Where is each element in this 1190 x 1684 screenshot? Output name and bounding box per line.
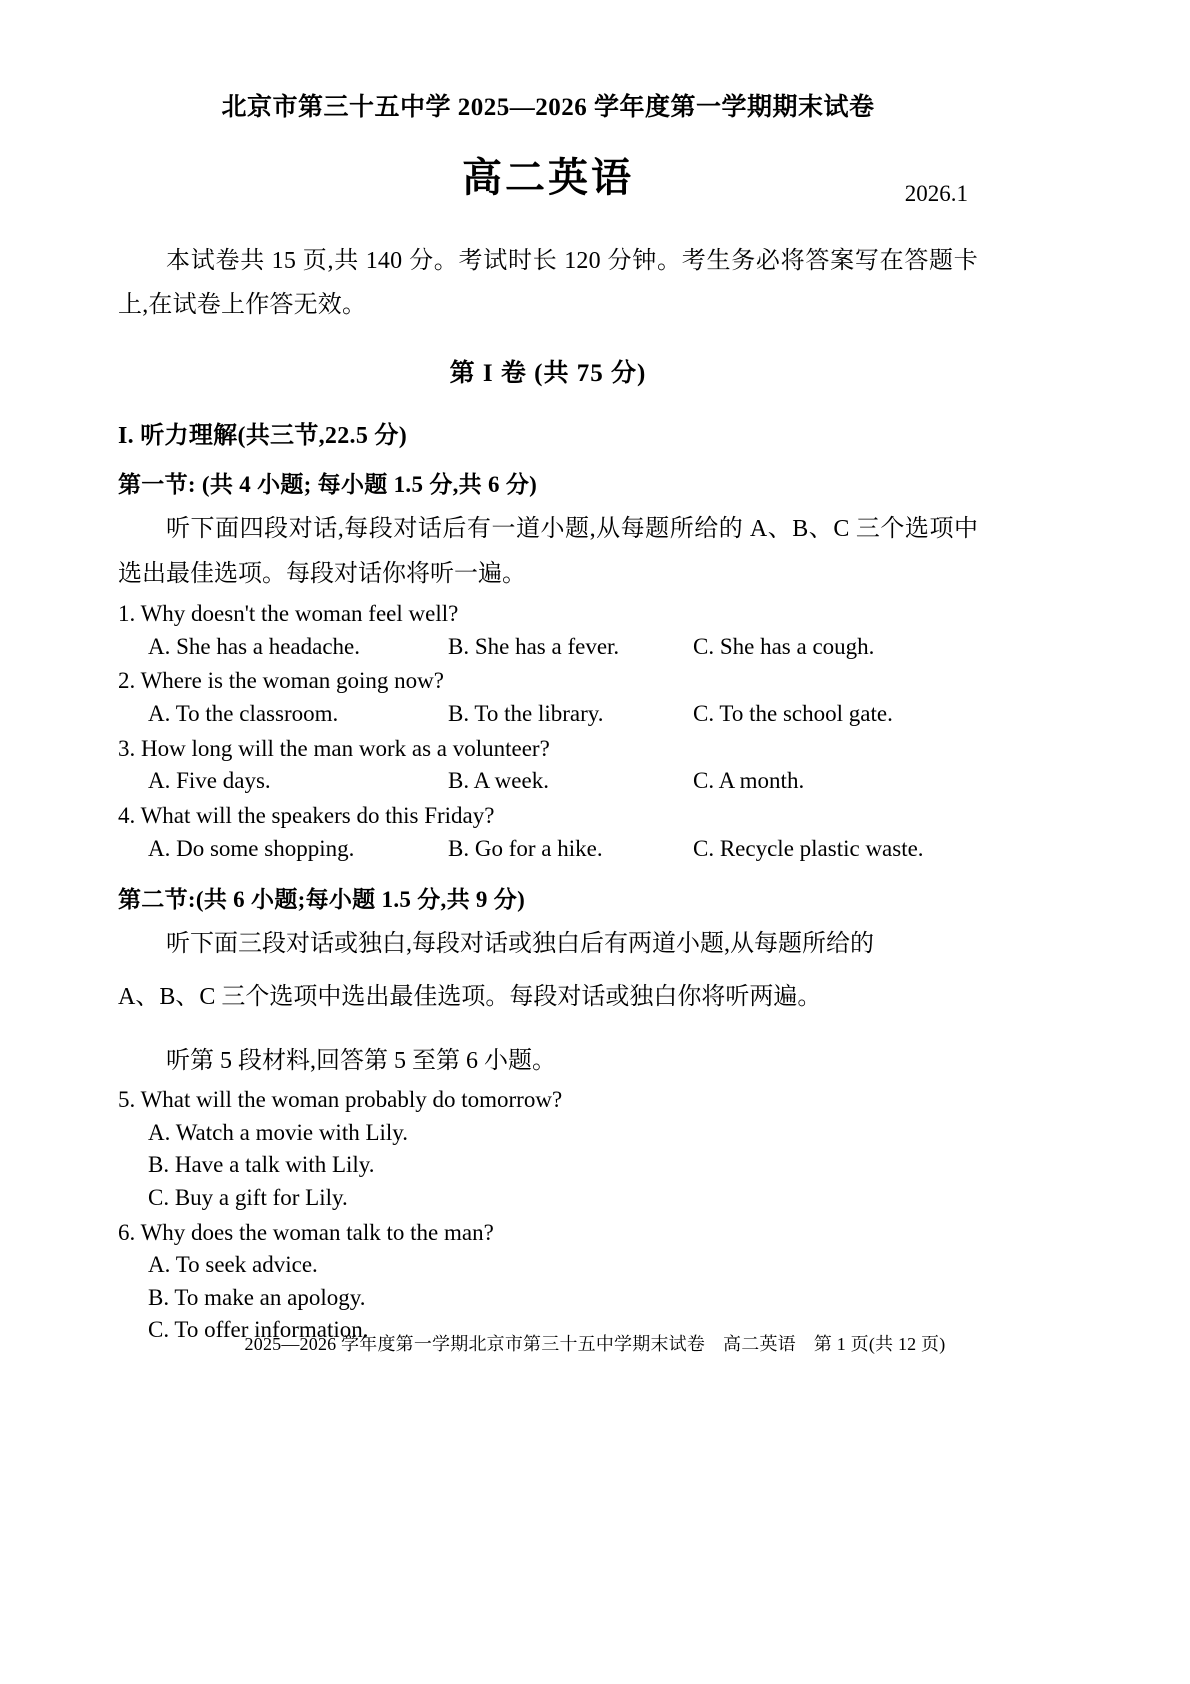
- question-1-option-c[interactable]: C. She has a cough.: [693, 633, 875, 659]
- question-3-option-c[interactable]: C. A month.: [693, 768, 805, 794]
- part-two-title: 第二节:(共 6 小题;每小题 1.5 分,共 9 分): [118, 887, 526, 913]
- question-1-option-a[interactable]: A. She has a headache.: [148, 633, 361, 659]
- question-5: [118, 1084, 978, 1215]
- question-1-stem: [118, 598, 978, 631]
- question-2-text: Where is the woman going now?: [140, 668, 444, 694]
- question-4-number: 4.: [118, 803, 136, 828]
- part-one-title: 第一节: (共 4 小题; 每小题 1.5 分,共 6 分): [118, 472, 538, 498]
- question-4: [118, 800, 978, 865]
- question-6-option-c[interactable]: C. To offer information.: [148, 1317, 369, 1343]
- footer-middle: 高二英语: [723, 1334, 796, 1354]
- question-5-option-a[interactable]: A. Watch a movie with Lily.: [148, 1119, 409, 1145]
- question-2-option-a[interactable]: A. To the classroom.: [148, 701, 339, 727]
- question-2: [118, 665, 978, 730]
- question-6-number: 6.: [118, 1219, 136, 1245]
- listening-section-title: I. 听力理解(共三节,22.5 分): [118, 423, 408, 450]
- question-6-option-a[interactable]: A. To seek advice.: [148, 1252, 318, 1278]
- question-1: [118, 598, 978, 663]
- footer-left: 2025—2026 学年度第一学期北京市第三十五中学期末试卷: [244, 1334, 706, 1354]
- question-5-options: [118, 1117, 978, 1215]
- question-3-text: How long will the man work as a volunteer?: [141, 735, 550, 761]
- question-5-stem: [118, 1084, 978, 1117]
- question-5-option-c[interactable]: C. Buy a gift for Lily.: [148, 1184, 348, 1210]
- material-note-5: 听第 5 段材料,回答第 5 至第 6 小题。: [166, 1048, 556, 1075]
- page-title: 北京市第三十五中学 2025—2026 学年度第一学期期末试卷: [221, 94, 875, 121]
- question-3-option-b[interactable]: B. A week.: [448, 768, 549, 794]
- question-4-text: What will the speakers do this Friday?: [140, 803, 495, 828]
- question-1-text: Why doesn't the woman feel well?: [140, 601, 459, 627]
- question-6-text: Why does the woman talk to the man?: [140, 1219, 494, 1245]
- subject-name: 高二英语: [462, 154, 634, 200]
- question-1-option-b[interactable]: B. She has a fever.: [448, 633, 620, 659]
- question-4-option-c[interactable]: C. Recycle plastic waste.: [693, 835, 924, 861]
- question-4-options: [118, 833, 978, 866]
- part-two-directions-line1: 听下面三段对话或独白,每段对话或独白后有两道小题,从每题所给的: [166, 931, 874, 958]
- volume-heading: 第 I 卷 (共 75 分): [449, 360, 647, 388]
- question-6-option-b[interactable]: B. To make an apology.: [148, 1284, 366, 1310]
- question-4-stem: [118, 800, 978, 833]
- question-2-number: 2.: [118, 668, 136, 694]
- page-footer: [0, 1330, 1190, 1356]
- question-3: [118, 733, 978, 798]
- question-6-stem: [118, 1217, 978, 1250]
- exam-date: 2026.1: [904, 180, 968, 206]
- question-3-options: [118, 765, 978, 798]
- question-6: [118, 1217, 978, 1348]
- question-3-option-a[interactable]: A. Five days.: [148, 768, 271, 794]
- exam-instructions: 本试卷共 15 页,共 140 分。考试时长 120 分钟。考生务必将答案写在答题卡上,在试卷上作答无效。: [118, 247, 978, 318]
- question-3-number: 3.: [118, 735, 136, 761]
- question-2-options: [118, 698, 978, 731]
- question-4-option-b[interactable]: B. Go for a hike.: [448, 835, 603, 861]
- question-5-text: What will the woman probably do tomorrow?: [140, 1086, 563, 1112]
- question-1-number: 1.: [118, 601, 136, 627]
- question-3-stem: [118, 733, 978, 766]
- question-2-stem: [118, 665, 978, 698]
- subject-row: [118, 155, 978, 209]
- footer-page-number: 第 1 页(共 12 页): [813, 1334, 946, 1354]
- question-1-options: [118, 631, 978, 664]
- question-5-number: 5.: [118, 1086, 136, 1112]
- part-two-directions-line2: A、B、C 三个选项中选出最佳选项。每段对话或独白你将听两遍。: [118, 983, 822, 1010]
- question-2-option-c[interactable]: C. To the school gate.: [693, 701, 893, 727]
- part-one-directions: 听下面四段对话,每段对话后有一道小题,从每题所给的 A、B、C 三个选项中选出最佳选项。每段对话你将听一遍。: [118, 516, 978, 587]
- question-2-option-b[interactable]: B. To the library.: [448, 701, 604, 727]
- page-content: [118, 0, 978, 1347]
- question-5-option-b[interactable]: B. Have a talk with Lily.: [148, 1152, 375, 1178]
- question-4-option-a[interactable]: A. Do some shopping.: [148, 835, 355, 861]
